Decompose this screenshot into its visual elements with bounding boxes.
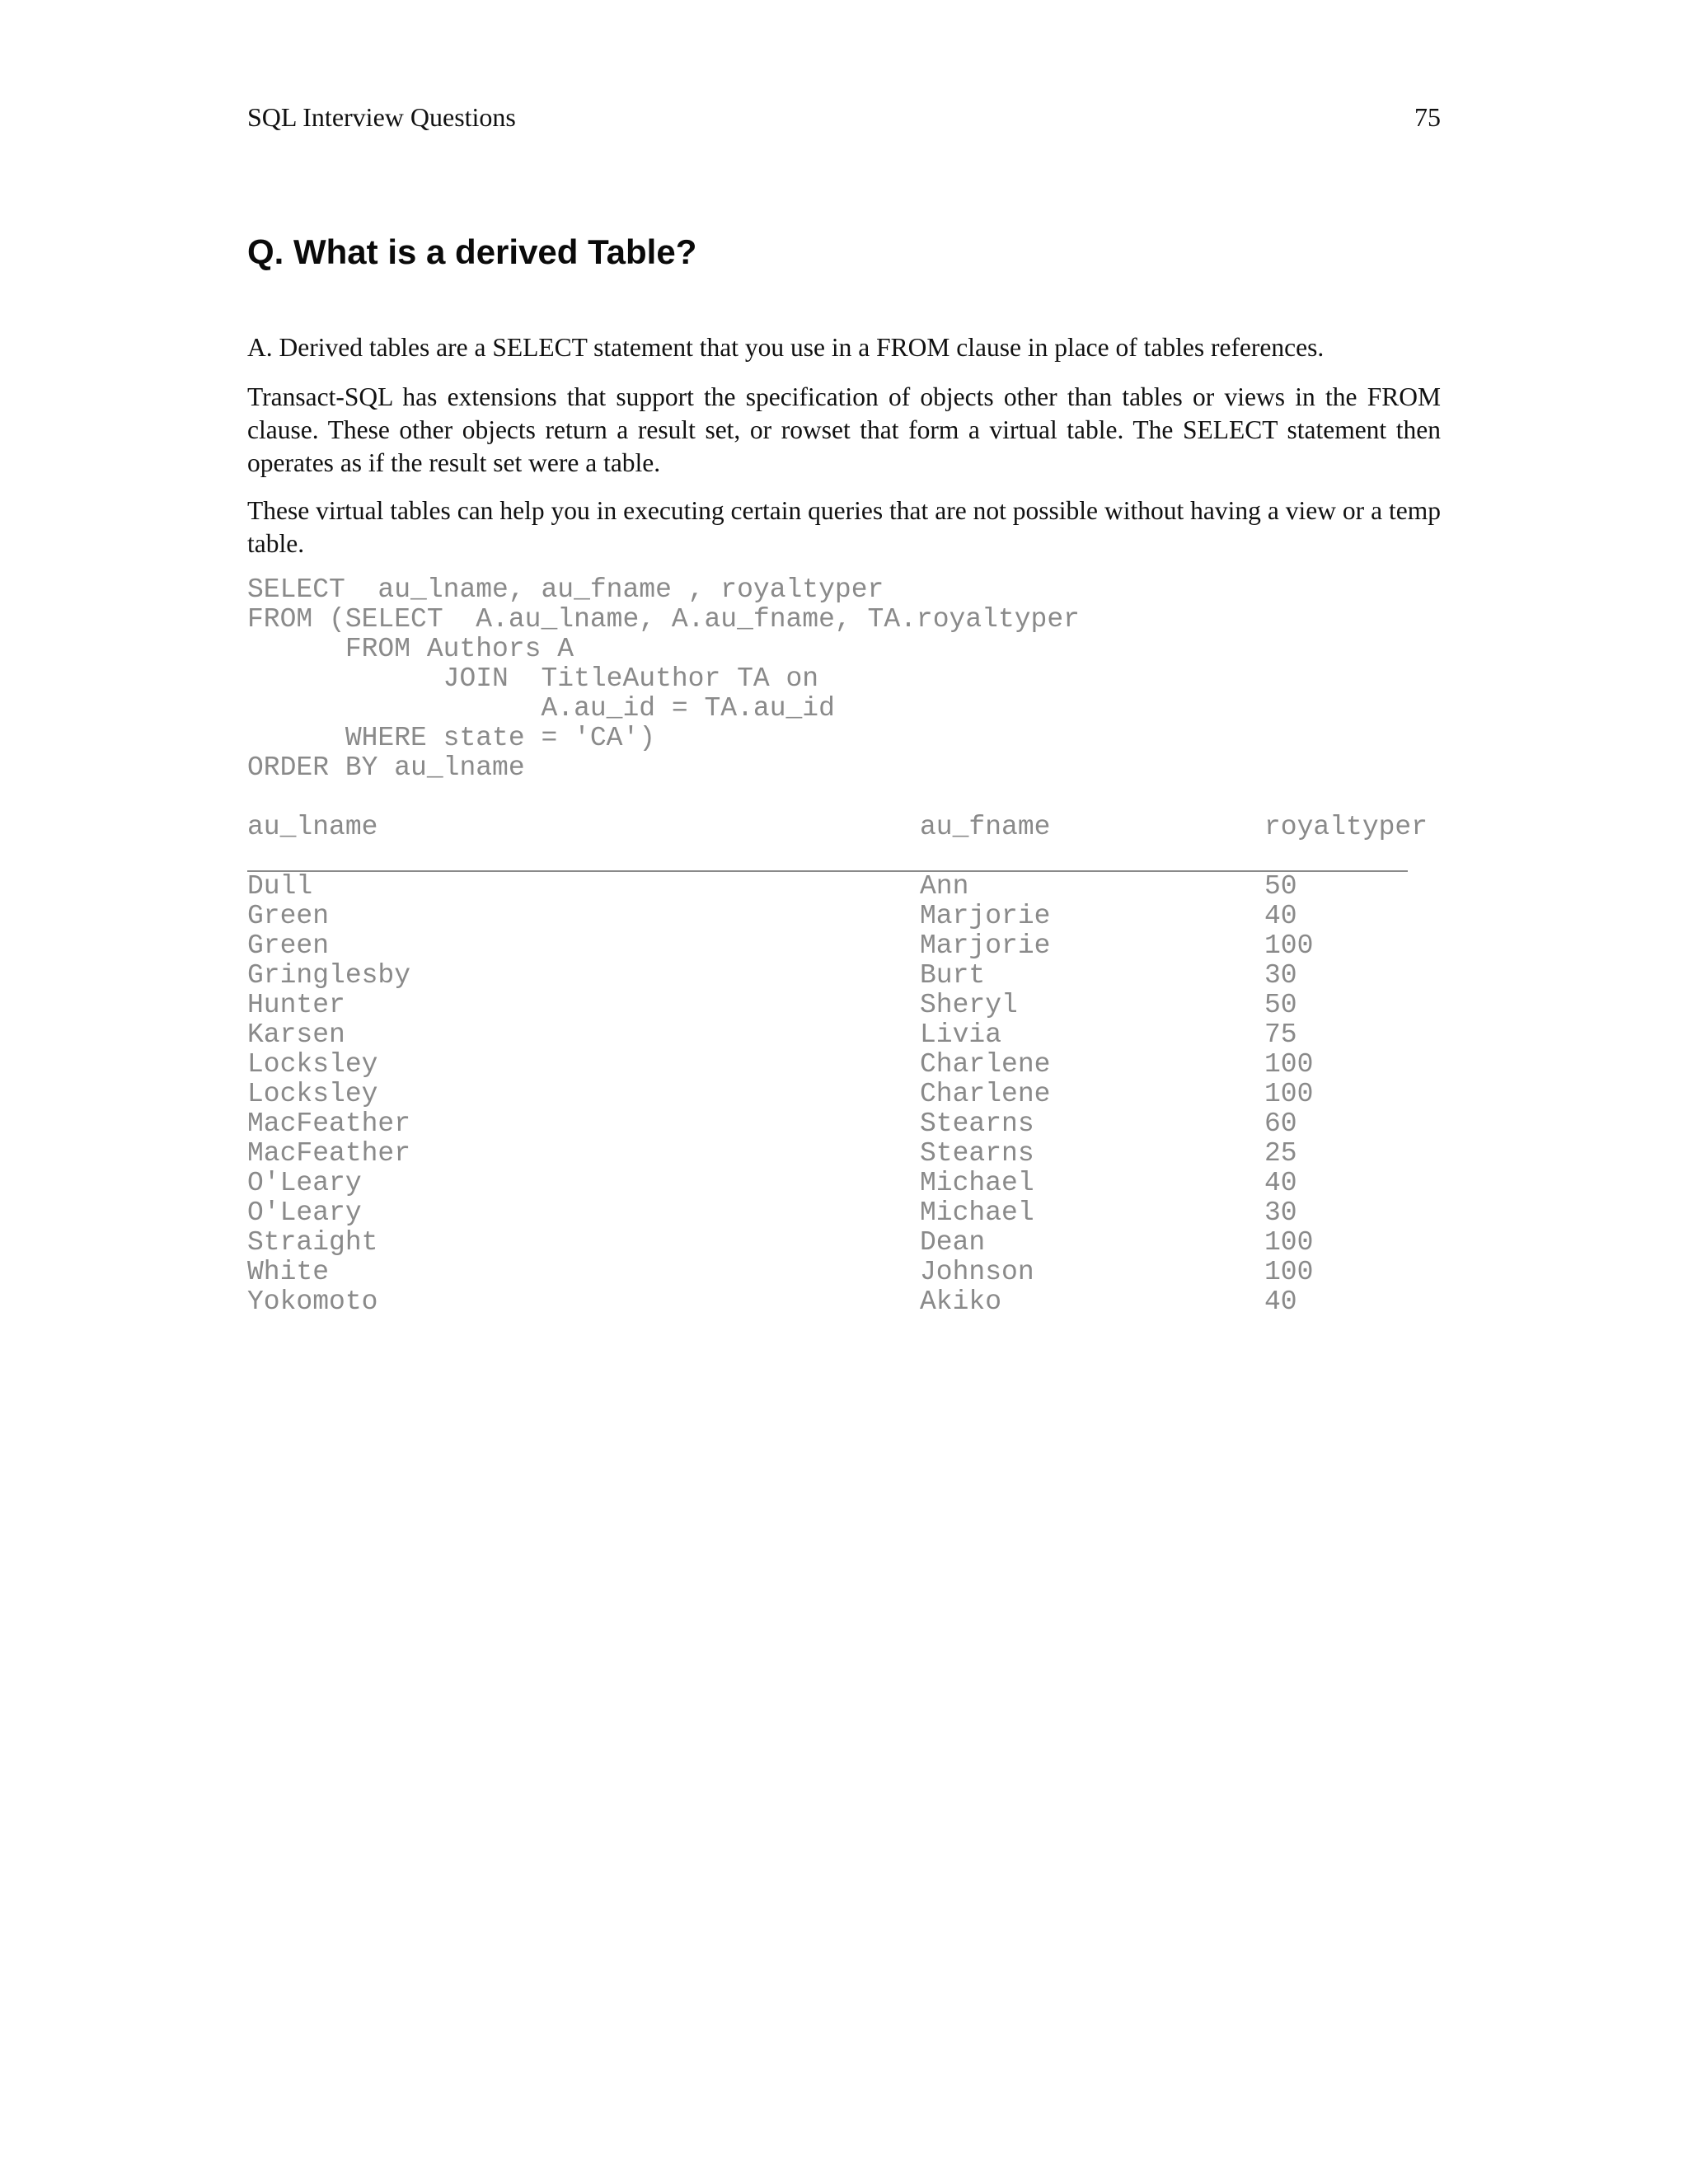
cell-royaltyper: 100 (1264, 1227, 1314, 1258)
table-row (247, 931, 1441, 961)
virtual-tables-paragraph: These virtual tables can help you in executing certain queries that are not possible without having a view or a temp table. (247, 496, 1441, 558)
cell-au-fname: Charlene (920, 1079, 1051, 1109)
table-row (247, 902, 1441, 931)
column-header-au-fname: au_fname (920, 812, 1051, 842)
table-row (247, 1139, 1441, 1169)
table-row (247, 1020, 1441, 1050)
result-header-row (247, 813, 1441, 842)
cell-royaltyper: 75 (1264, 1019, 1297, 1050)
cell-au-lname: Gringlesby (247, 960, 411, 991)
cell-au-fname: Livia (920, 1019, 1002, 1050)
cell-au-lname: MacFeather (247, 1138, 411, 1169)
table-row (247, 872, 1441, 902)
answer-paragraph: A. Derived tables are a SELECT statement that you use in a FROM clause in place of tables references. (247, 333, 1325, 362)
cell-au-fname: Charlene (920, 1049, 1051, 1080)
cell-au-lname: White (247, 1257, 330, 1287)
cell-au-lname: O'Leary (247, 1197, 362, 1228)
running-header (247, 99, 1441, 135)
cell-au-lname: Hunter (247, 990, 345, 1020)
cell-au-fname: Akiko (920, 1286, 1002, 1317)
cell-au-lname: Green (247, 930, 330, 961)
cell-au-fname: Ann (920, 871, 969, 902)
cell-au-lname: Locksley (247, 1079, 378, 1109)
table-row (247, 1080, 1441, 1109)
sql-code-block: SELECT au_lname, au_fname , royaltyper FROM (SELECT A.au_lname, A.au_fname, TA.royaltyper FROM Authors A JOIN TitleAuthor TA on A.au_id = TA.au_id WHERE state = 'CA') ORDER BY au_lname (247, 574, 1080, 783)
cell-au-lname: Locksley (247, 1049, 378, 1080)
column-header-au-lname: au_lname (247, 812, 378, 842)
cell-au-fname: Stearns (920, 1108, 1034, 1139)
table-row (247, 1109, 1441, 1139)
cell-au-fname: Dean (920, 1227, 986, 1258)
cell-au-fname: Sheryl (920, 990, 1018, 1020)
cell-au-fname: Johnson (920, 1257, 1034, 1287)
cell-royaltyper: 40 (1264, 1286, 1297, 1317)
cell-au-fname: Stearns (920, 1138, 1034, 1169)
cell-au-fname: Burt (920, 960, 986, 991)
table-row (247, 1258, 1441, 1287)
cell-au-lname: Dull (247, 871, 313, 902)
cell-au-lname: Yokomoto (247, 1286, 378, 1317)
table-row (247, 961, 1441, 991)
query-result-table (247, 812, 1441, 1317)
question-heading: Q. What is a derived Table? (247, 232, 697, 271)
cell-royaltyper: 30 (1264, 960, 1297, 991)
cell-au-lname: Green (247, 901, 330, 931)
cell-au-fname: Michael (920, 1168, 1034, 1198)
cell-royaltyper: 100 (1264, 930, 1314, 961)
cell-royaltyper: 40 (1264, 1168, 1297, 1198)
cell-royaltyper: 30 (1264, 1197, 1297, 1228)
cell-au-fname: Michael (920, 1197, 1034, 1228)
cell-royaltyper: 50 (1264, 871, 1297, 902)
table-row (247, 1050, 1441, 1080)
cell-au-lname: O'Leary (247, 1168, 362, 1198)
running-title: SQL Interview Questions (247, 102, 516, 132)
cell-royaltyper: 40 (1264, 901, 1297, 931)
transact-sql-paragraph: Transact-SQL has extensions that support the specification of objects other than tables or views in the FROM clause. These other objects return a result set, or rowset that form a virtual table. The SELECT statement then operates as if the result set were a table. (247, 382, 1441, 477)
page-number: 75 (1414, 102, 1441, 132)
table-row (247, 1228, 1441, 1258)
cell-au-lname: Straight (247, 1227, 378, 1258)
cell-au-lname: Karsen (247, 1019, 345, 1050)
cell-royaltyper: 100 (1264, 1079, 1314, 1109)
cell-royaltyper: 60 (1264, 1108, 1297, 1139)
cell-au-lname: MacFeather (247, 1108, 411, 1139)
cell-royaltyper: 100 (1264, 1257, 1314, 1287)
table-row (247, 1198, 1441, 1228)
column-header-royaltyper: royaltyper (1264, 812, 1428, 842)
cell-au-fname: Marjorie (920, 901, 1051, 931)
cell-royaltyper: 25 (1264, 1138, 1297, 1169)
table-row (247, 1287, 1441, 1317)
table-row (247, 1169, 1441, 1198)
table-row (247, 991, 1441, 1020)
cell-royaltyper: 100 (1264, 1049, 1314, 1080)
result-rows (247, 872, 1441, 1317)
cell-royaltyper: 50 (1264, 990, 1297, 1020)
cell-au-fname: Marjorie (920, 930, 1051, 961)
